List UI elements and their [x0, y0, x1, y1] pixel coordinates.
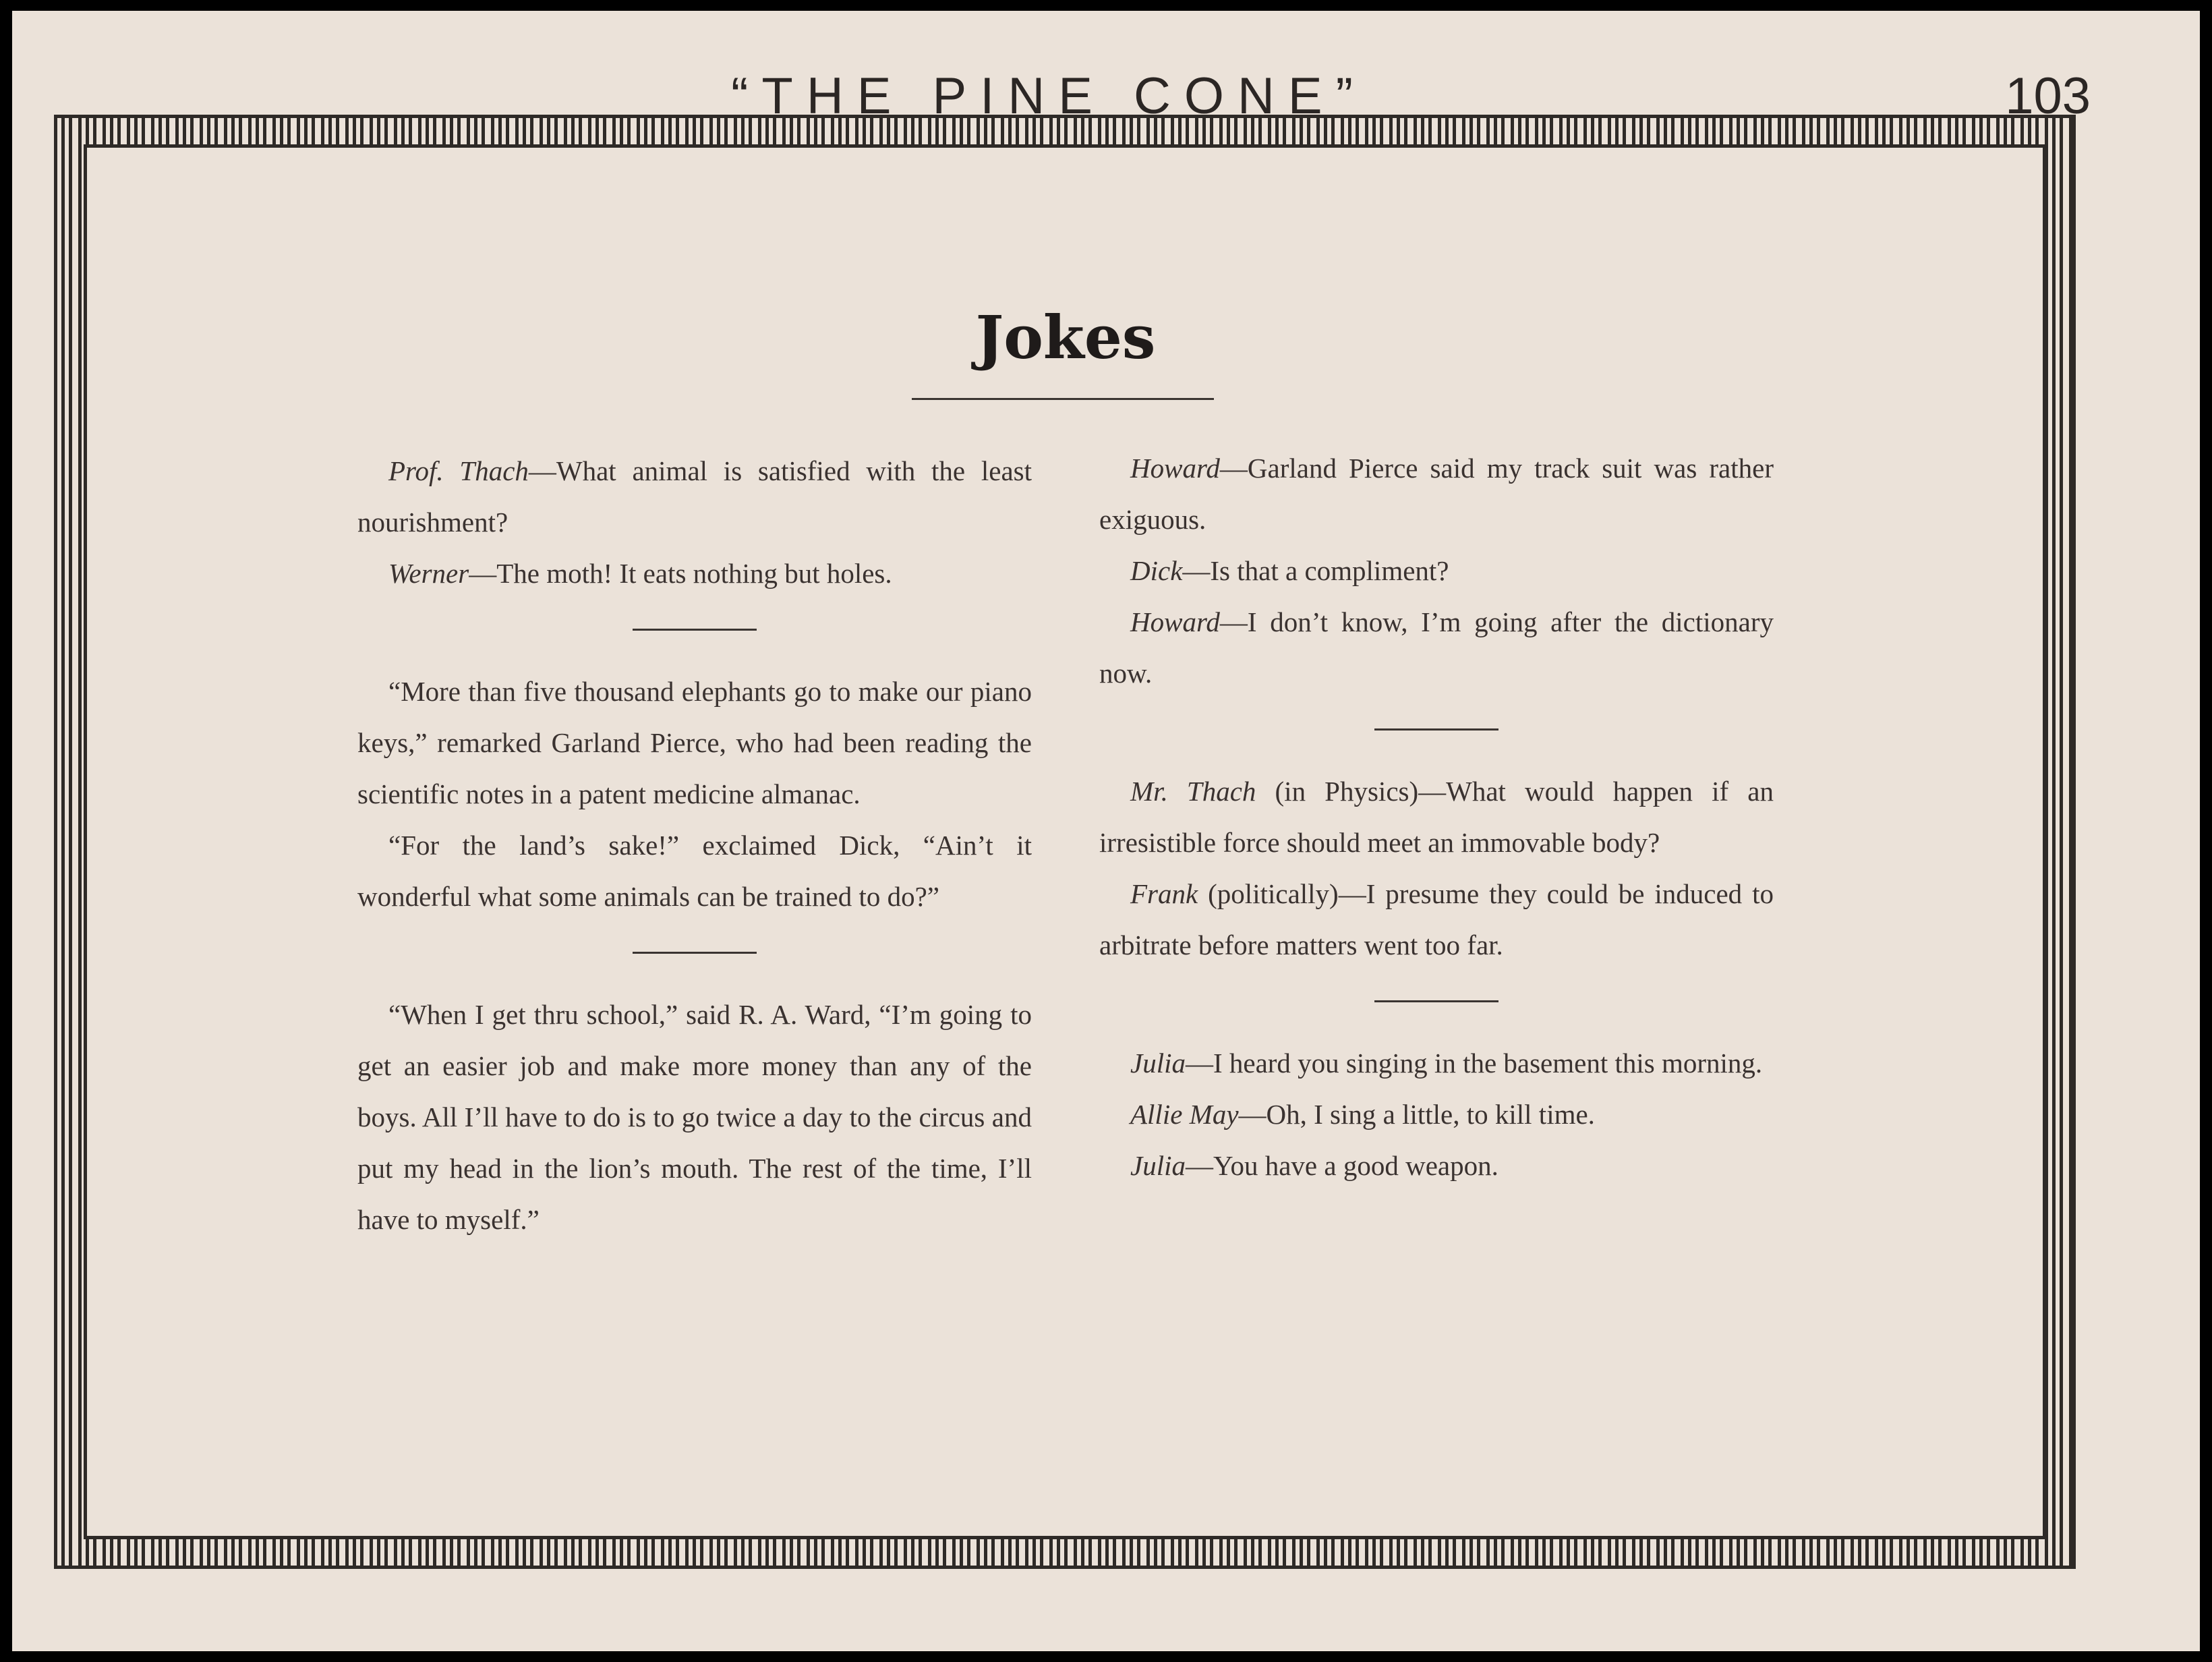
joke-line — [1099, 1089, 1774, 1140]
speaker: Howard — [1130, 453, 1220, 484]
dialogue: —You have a good weapon. — [1185, 1150, 1498, 1181]
speaker: Mr. Thach — [1130, 776, 1256, 807]
speaker: Frank — [1130, 878, 1198, 909]
joke-line — [1099, 1140, 1774, 1191]
dialogue: (in Physics)—What would happen if an irresistible force should meet an immovable body? — [1099, 776, 1774, 858]
dialogue: —Garland Pierce said my track suit was rather exiguous. — [1099, 453, 1774, 535]
running-header-title: “THE PINE CONE” — [731, 67, 1366, 125]
joke-line — [1099, 596, 1774, 699]
joke-line — [1099, 868, 1774, 971]
speaker: Dick — [1130, 555, 1183, 586]
dialogue: (politically)—I presume they could be induced to arbitrate before matters went too far. — [1099, 878, 1774, 961]
joke-separator — [633, 952, 757, 954]
joke-line: “For the land’s sake!” exclaimed Dick, “Ain’t it wonderful what some animals can be trained to do?” — [357, 830, 1032, 912]
joke-line: “When I get thru school,” said R. A. Ward, “I’m going to get an easier job and make more money than any of the boys. All I’ll have to do is to go twice a day to the circus and put my head in the lion’s mouth. The rest of the time, I’ll have to myself.” — [357, 999, 1032, 1235]
dialogue: —Is that a compliment? — [1182, 555, 1449, 586]
joke-separator — [1374, 728, 1498, 730]
speaker: Prof. Thach — [388, 455, 529, 486]
dialogue: —Oh, I sing a little, to kill time. — [1238, 1099, 1595, 1130]
page-number: 103 — [2005, 67, 2091, 125]
left-column — [357, 445, 1032, 1245]
joke-line — [357, 445, 1032, 548]
joke-line — [1099, 442, 1774, 545]
joke-line — [357, 548, 1032, 599]
joke-line: “More than five thousand elephants go to make our piano keys,” remarked Garland Pierce, who had been reading the scientific notes in a patent medicine almanac. — [357, 676, 1032, 809]
dialogue: —What animal is satisfied with the least nourishment? — [357, 455, 1032, 538]
speaker: Werner — [388, 558, 469, 589]
right-column — [1099, 442, 1774, 1191]
joke-line — [1099, 1037, 1774, 1089]
speaker: Julia — [1130, 1150, 1186, 1181]
dialogue: —I heard you singing in the basement this morning. — [1185, 1048, 1763, 1079]
dialogue: —I don’t know, I’m going after the dictionary now. — [1099, 606, 1774, 689]
speaker: Allie May — [1130, 1099, 1239, 1130]
dialogue: —The moth! It eats nothing but holes. — [469, 558, 892, 589]
speaker: Julia — [1130, 1048, 1186, 1079]
joke-line — [1099, 766, 1774, 868]
heading-rule — [912, 398, 1214, 400]
joke-line — [1099, 545, 1774, 596]
joke-separator — [1374, 1000, 1498, 1002]
joke-separator — [633, 629, 757, 631]
speaker: Howard — [1130, 606, 1220, 637]
page-heading: Jokes — [975, 302, 1156, 372]
